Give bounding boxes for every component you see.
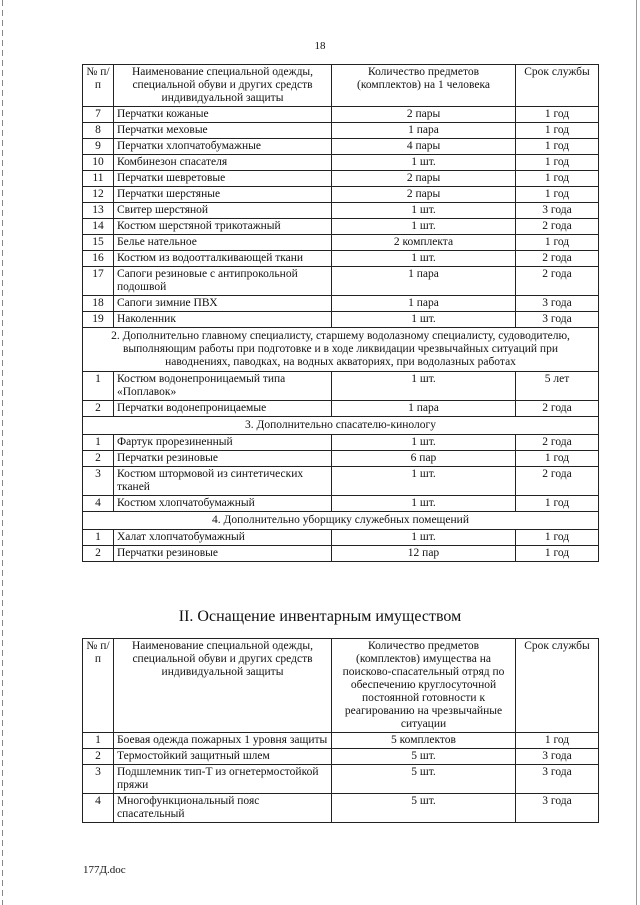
row-number: 13 <box>83 203 114 219</box>
quantity: 12 пар <box>332 546 516 562</box>
file-name-footer: 177Д.doc <box>83 864 126 876</box>
header-service-life: Срок службы <box>516 65 599 107</box>
quantity: 2 пары <box>332 171 516 187</box>
service-life: 1 год <box>516 155 599 171</box>
service-life: 2 года <box>516 435 599 451</box>
row-number: 18 <box>83 296 114 312</box>
table-row <box>83 794 599 823</box>
item-name: Комбинезон спасателя <box>114 155 332 171</box>
table-row <box>83 219 599 235</box>
row-number: 1 <box>83 372 114 401</box>
item-name: Костюм шерстяной трикотажный <box>114 219 332 235</box>
item-name: Подшлемник тип-Т из огнетермостойкой пряжи <box>114 765 332 794</box>
table-row <box>83 235 599 251</box>
quantity: 1 шт. <box>332 155 516 171</box>
table-row <box>83 107 599 123</box>
table-row <box>83 467 599 496</box>
service-life: 1 год <box>516 187 599 203</box>
item-name: Наколенник <box>114 312 332 328</box>
service-life: 1 год <box>516 530 599 546</box>
row-number: 2 <box>83 749 114 765</box>
quantity: 1 пара <box>332 401 516 417</box>
item-name: Фартук прорезиненный <box>114 435 332 451</box>
service-life: 3 года <box>516 203 599 219</box>
item-name: Перчатки кожаные <box>114 107 332 123</box>
header-item-name: Наименование специальной одежды, специальной обуви и других средств индивидуальной защиты <box>114 639 332 733</box>
service-life: 1 год <box>516 123 599 139</box>
service-life: 3 года <box>516 296 599 312</box>
service-life: 3 года <box>516 765 599 794</box>
scan-edge-right <box>636 0 637 905</box>
table-row <box>83 171 599 187</box>
service-life: 2 года <box>516 467 599 496</box>
header-item-name: Наименование специальной одежды, специальной обуви и других средств индивидуальной защиты <box>114 65 332 107</box>
table-row <box>83 312 599 328</box>
table-row <box>83 435 599 451</box>
section-2-title: 2. Дополнительно главному специалисту, старшему водолазному специалисту, судоводителю, выполняющим работы при подготовке и в ходе ликвидации чрезвычайных ситуаций при наводнениях, паводках, на водных акваториях, при водолазных работах <box>83 328 599 372</box>
quantity: 1 шт. <box>332 251 516 267</box>
inventory-table <box>82 638 599 823</box>
equipment-table <box>82 64 599 562</box>
row-number: 11 <box>83 171 114 187</box>
row-number: 2 <box>83 401 114 417</box>
item-name: Костюм из водоотталкивающей ткани <box>114 251 332 267</box>
item-name: Перчатки водонепроницаемые <box>114 401 332 417</box>
table-row <box>83 733 599 749</box>
service-life: 1 год <box>516 139 599 155</box>
table-header-row <box>83 639 599 733</box>
table-row <box>83 530 599 546</box>
quantity: 1 шт. <box>332 203 516 219</box>
section-row <box>83 328 599 372</box>
quantity: 5 шт. <box>332 794 516 823</box>
table-row <box>83 546 599 562</box>
table-row <box>83 251 599 267</box>
service-life: 3 года <box>516 749 599 765</box>
quantity: 1 шт. <box>332 435 516 451</box>
scan-edge-left <box>2 0 3 905</box>
quantity: 1 пара <box>332 123 516 139</box>
item-name: Перчатки резиновые <box>114 451 332 467</box>
section-row <box>83 417 599 435</box>
row-number: 19 <box>83 312 114 328</box>
table-row <box>83 765 599 794</box>
service-life: 2 года <box>516 251 599 267</box>
section-3-title: 3. Дополнительно спасателю-кинологу <box>83 417 599 435</box>
item-name: Халат хлопчатобумажный <box>114 530 332 546</box>
quantity: 1 шт. <box>332 467 516 496</box>
service-life: 3 года <box>516 312 599 328</box>
table-row <box>83 451 599 467</box>
table-row <box>83 749 599 765</box>
row-number: 1 <box>83 435 114 451</box>
quantity: 2 пары <box>332 187 516 203</box>
service-life: 1 год <box>516 107 599 123</box>
service-life: 1 год <box>516 733 599 749</box>
row-number: 2 <box>83 546 114 562</box>
service-life: 1 год <box>516 496 599 512</box>
item-name: Белье нательное <box>114 235 332 251</box>
section-heading: II. Оснащение инвентарным имуществом <box>178 608 462 625</box>
quantity: 1 шт. <box>332 219 516 235</box>
quantity: 2 пары <box>332 107 516 123</box>
table-row <box>83 187 599 203</box>
quantity: 5 шт. <box>332 765 516 794</box>
item-name: Перчатки шерстяные <box>114 187 332 203</box>
page-number: 18 <box>314 40 326 52</box>
row-number: 1 <box>83 530 114 546</box>
table-row <box>83 139 599 155</box>
header-number: № п/п <box>83 639 114 733</box>
table-row <box>83 203 599 219</box>
quantity: 1 пара <box>332 267 516 296</box>
item-name: Перчатки резиновые <box>114 546 332 562</box>
item-name: Костюм водонепроницаемый типа «Поплавок» <box>114 372 332 401</box>
quantity: 1 шт. <box>332 372 516 401</box>
item-name: Костюм хлопчатобумажный <box>114 496 332 512</box>
quantity: 6 пар <box>332 451 516 467</box>
item-name: Боевая одежда пожарных 1 уровня защиты <box>114 733 332 749</box>
quantity: 1 шт. <box>332 530 516 546</box>
table-row <box>83 296 599 312</box>
item-name: Термостойкий защитный шлем <box>114 749 332 765</box>
table-row <box>83 496 599 512</box>
service-life: 3 года <box>516 794 599 823</box>
item-name: Перчатки шевретовые <box>114 171 332 187</box>
quantity: 4 пары <box>332 139 516 155</box>
table-row <box>83 401 599 417</box>
header-quantity: Количество предметов (комплектов) на 1 человека <box>332 65 516 107</box>
service-life: 2 года <box>516 219 599 235</box>
section-row <box>83 512 599 530</box>
service-life: 1 год <box>516 235 599 251</box>
row-number: 2 <box>83 451 114 467</box>
item-name: Сапоги зимние ПВХ <box>114 296 332 312</box>
header-quantity: Количество предметов (комплектов) имущества на поисково-спасательный отряд по обеспечению круглосуточной постоянной готовности к реагированию на чрезвычайные ситуации <box>332 639 516 733</box>
quantity: 1 пара <box>332 296 516 312</box>
item-name: Многофункциональный пояс спасательный <box>114 794 332 823</box>
table-row <box>83 155 599 171</box>
row-number: 3 <box>83 467 114 496</box>
service-life: 5 лет <box>516 372 599 401</box>
row-number: 3 <box>83 765 114 794</box>
service-life: 2 года <box>516 401 599 417</box>
quantity: 2 комплекта <box>332 235 516 251</box>
row-number: 8 <box>83 123 114 139</box>
row-number: 4 <box>83 496 114 512</box>
row-number: 15 <box>83 235 114 251</box>
service-life: 1 год <box>516 451 599 467</box>
header-number: № п/п <box>83 65 114 107</box>
row-number: 7 <box>83 107 114 123</box>
service-life: 1 год <box>516 171 599 187</box>
service-life: 1 год <box>516 546 599 562</box>
row-number: 16 <box>83 251 114 267</box>
row-number: 4 <box>83 794 114 823</box>
row-number: 12 <box>83 187 114 203</box>
row-number: 1 <box>83 733 114 749</box>
item-name: Перчатки хлопчатобумажные <box>114 139 332 155</box>
item-name: Сапоги резиновые с антипрокольной подошвой <box>114 267 332 296</box>
quantity: 1 шт. <box>332 312 516 328</box>
row-number: 9 <box>83 139 114 155</box>
row-number: 14 <box>83 219 114 235</box>
section-4-title: 4. Дополнительно уборщику служебных помещений <box>83 512 599 530</box>
row-number: 17 <box>83 267 114 296</box>
table-header-row <box>83 65 599 107</box>
service-life: 2 года <box>516 267 599 296</box>
table-row <box>83 372 599 401</box>
header-service-life: Срок службы <box>516 639 599 733</box>
table-row <box>83 123 599 139</box>
quantity: 5 комплектов <box>332 733 516 749</box>
quantity: 1 шт. <box>332 496 516 512</box>
item-name: Костюм штормовой из синтетических тканей <box>114 467 332 496</box>
quantity: 5 шт. <box>332 749 516 765</box>
table-row <box>83 267 599 296</box>
row-number: 10 <box>83 155 114 171</box>
item-name: Перчатки меховые <box>114 123 332 139</box>
item-name: Свитер шерстяной <box>114 203 332 219</box>
